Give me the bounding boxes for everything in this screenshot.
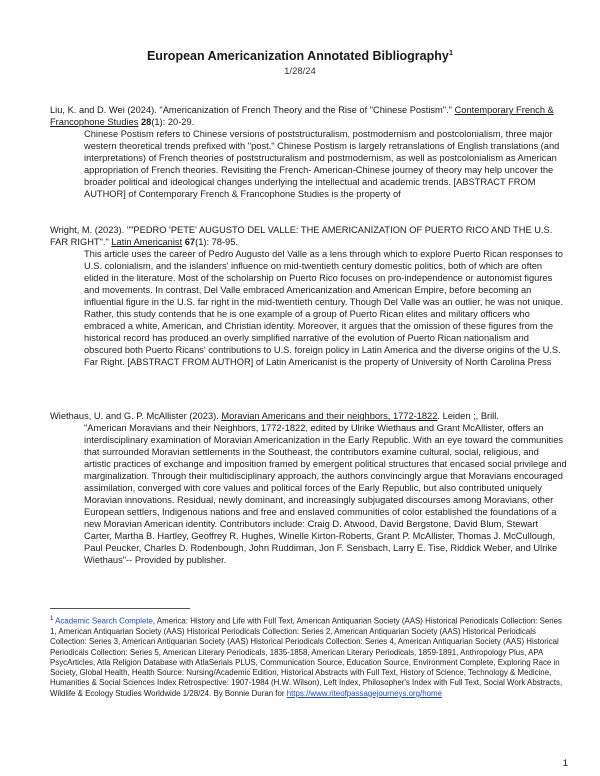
bibliography-entry-3 bbox=[50, 410, 568, 566]
footnote-divider bbox=[50, 608, 190, 609]
entry-issue-pages: (1): 78-95. bbox=[195, 237, 238, 247]
footnote-marker: 1 bbox=[50, 616, 54, 622]
entry-volume: 67 bbox=[184, 237, 196, 247]
entry-journal: Latin Americanist bbox=[111, 237, 183, 247]
entry-journal: Contemporary French & Francophone Studies bbox=[50, 105, 554, 127]
entry-abstract: This article uses the career of Pedro Augusto del Valle as a lens through which to explore Puerto Rican responses to U.S. colonialism, and the islanders' influence on mid-twentieth century domestic politics, both of which are often elided in the literature. Most of the scholarship on Puerto Rico focuses on pro-independence or autonomist figures and movements. In contrast, Del Valle embraced Americanization and American Empire, before becoming an influential figure in the U.S. far right in the mid-twentieth century. Though Del Valle was an outlier, he was not unique. Rather, this study contends that he is one example of a group of Puerto Rican elites and military officers who embraced a white, American, and Christian identity. Moreover, it argues that the omission of these figures from the historical record has produced an overly simplified narrative of the evolution of Puerto Rican nationalism and obscured both Puerto Ricans' contributions to U.S. foreign policy in Latin America and the diverse origins of the U.S. Far Right. [ABSTRACT FROM AUTHOR] of Latin Americanist is the property of University of North Carolina Press bbox=[84, 249, 564, 367]
entry-abstract: Chinese Postism refers to Chinese versions of poststructuralism, postmodernism and postcolonialism, three major western theoretical trends prefixed with "post." Chinese Postism is largely retranslations of English translations (and interpretations) of French theories of poststructuralism and postmodernism, as well as postcolonialism as American appropriation of French theories. Revisiting the French- American-Chinese journey of theory may help uncover the broader political and ideological changes underlying the intellectual and academic trends. [ABSTRACT FROM AUTHOR] of Contemporary French & Francophone Studies is the property of bbox=[84, 129, 560, 199]
entry-citation bbox=[50, 410, 568, 422]
entry-book-title: Moravian Americans and their neighbors, 1772-1822 bbox=[221, 411, 438, 421]
entry-volume: 28 bbox=[140, 117, 152, 127]
entry-article-title: ""PEDRO 'PETE' AUGUSTO DEL VALLE: THE AMERICANIZATION OF PUERTO RICO AND THE U.S. FAR RIGHT"." bbox=[50, 225, 553, 247]
footnote bbox=[50, 614, 570, 699]
footnote-reference[interactable]: 1 bbox=[448, 48, 454, 57]
footnote-database: Academic Search Complete bbox=[55, 616, 153, 626]
entry-authors: Wright, M. (2023). bbox=[50, 225, 127, 235]
bibliography-entry-2 bbox=[50, 224, 568, 368]
entry-authors: Wiethaus, U. and G. P. McAllister (2023). bbox=[50, 411, 222, 421]
entry-citation bbox=[50, 104, 568, 128]
entry-article-title: "Americanization of French Theory and the Rise of "Chinese Postism"." bbox=[159, 105, 455, 115]
entry-publisher: . Leiden ;, Brill. bbox=[437, 411, 499, 421]
title-block bbox=[0, 48, 600, 77]
bibliography-entry-1 bbox=[50, 104, 568, 200]
document-date: 1/28/24 bbox=[284, 66, 316, 78]
page-number: 1 bbox=[562, 758, 568, 769]
entry-authors: Liu, K. and D. Wei (2024). bbox=[50, 105, 160, 115]
page-title: European Americanization Annotated Bibliography$^1$ bbox=[146, 48, 454, 64]
footnote-link[interactable]: https://www.riteofpassagejourneys.org/home bbox=[286, 688, 442, 698]
entry-citation bbox=[50, 224, 568, 248]
entry-issue-pages: (1): 20-29. bbox=[151, 117, 195, 127]
footnote-text: , America: History and Life with Full Text, American Antiquarian Society (AAS) Historical Periodicals Collection: Series 1, American Antiquarian Society (AAS) Historical Periodicals Collection: Series 2, American Antiquarian Society (AAS) Historical Periodicals Collection: Series 3, American Antiquarian Society (AAS) Historical Periodicals Collection: Series 4, American Antiquarian Society (AAS) Historical Periodicals Collection: Series 5, American Literary Periodicals, 1835-1858, American Literary Periodicals, 1859-1891, Anthropology Plus, APA PsycArticles, Atla Religion Database with AtlaSerials PLUS, Communication Source, Education Source, Environment Complete, Exploring Race in Society, Global Health, Health Source: Nursing/Academic Edition, Historical Abstracts with Full Text, History of Science, Technology & Medicine, Humanities & Social Sciences Index Retrospective: 1907-1984 (H.W. Wilson), Left Index, Philosopher's Index with Full Text, Social Work Abstracts, Wildlife & Ecology Studies Worldwide 1/28/24. By Bonnie Duran for bbox=[50, 616, 563, 698]
entry-abstract: "American Moravians and their Neighbors, 1772-1822, edited by Ulrike Wiethaus and Grant McAllister, offers an interdisciplinary examination of Moravian Americanization in the Early Republic. With an eye toward the communities that surrounded Moravian settlements in the Southeast, the contributors examine cultural, social, religious, and artistic practices of exchange and imposition framed by emergent political structures that encased social privilege and marginalization. Through their multidisciplinary approach, the authors convincingly argue that Moravians encouraged assimilation, converged with core values and political forces of the Early Republic, but also contributed uniquely Moravian innovations. Residual, newly dominant, and increasingly subjugated discourses among Moravians, other European settlers, Indigenous nations and free and enslaved communities of color established the foundations of a new Moravian American identity. Contributors include: Craig D. Atwood, David Bergstone, David Blum, Stewart Carter, Martha B. Hartley, Geoffrey R. Hughes, Winelle Kirton-Roberts, Grant P. McAllister, Thomas J. McCullough, Paul Peucker, Charles D. Rodenbough, John Ruddiman, Jon F. Sensbach, Larry E. Tise, Riddick Weber, and Ulrike Wiethaus"-- Provided by publisher. bbox=[84, 423, 567, 565]
